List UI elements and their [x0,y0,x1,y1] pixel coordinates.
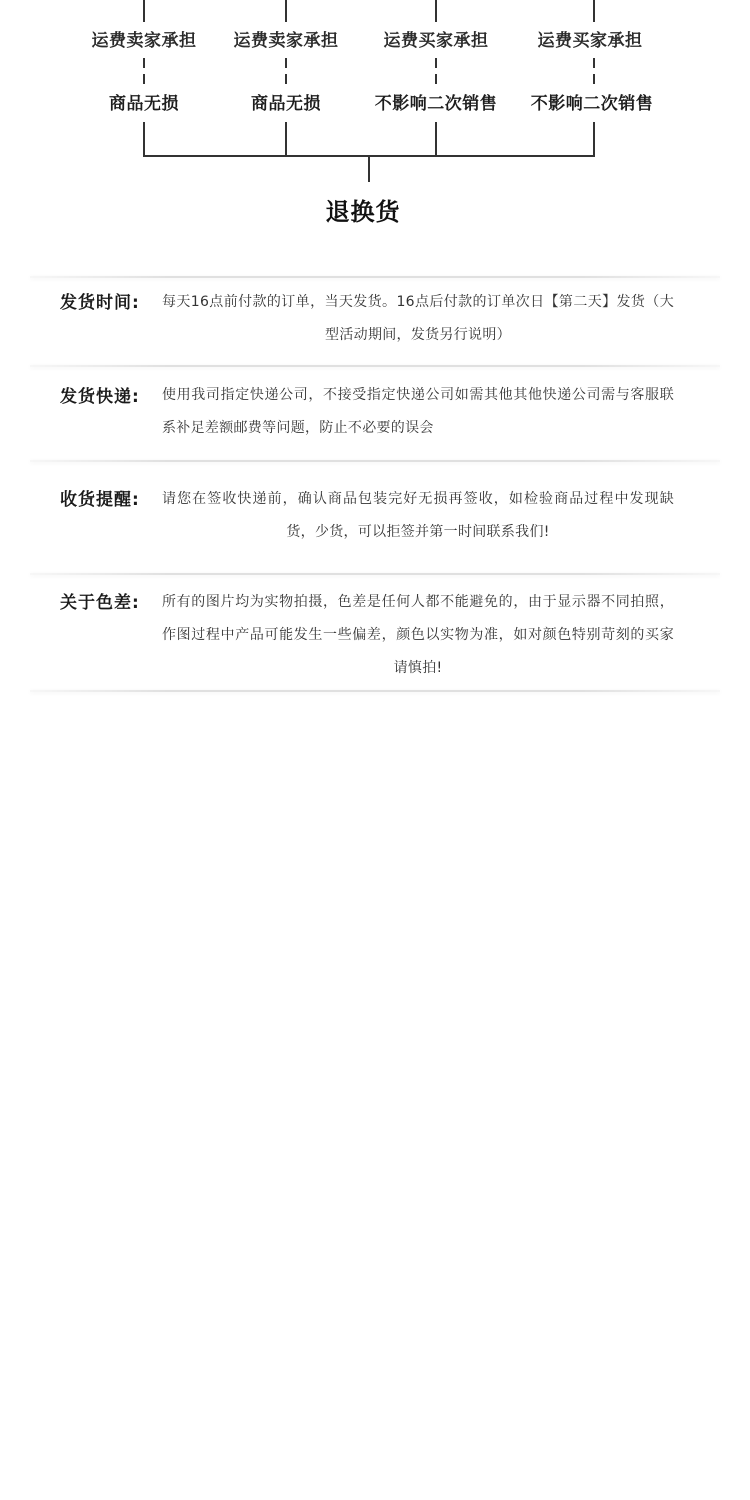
flow-title: 退换货 [325,198,401,226]
separator-5 [30,690,720,692]
condition-label-1: 商品无损 [109,94,179,114]
condition-label-2: 商品无损 [251,94,321,114]
info-text-color-difference: 所有的图片均为实物拍摄，色差是任何人都不能避免的，由于显示器不同拍照，作图过程中产品可能发生一些偏差，颜色以实物为准，如对颜色特别苛刻的买家请慎拍! [162,594,674,676]
info-text-shipping-time: 每天16点前付款的订单，当天发货。16点后付款的订单次日【第二天】发货（大型活动期间，发货另行说明） [162,294,674,343]
fee-label-4: 运费买家承担 [537,31,643,51]
separator-2 [30,365,720,367]
info-label-shipping-time: 发货时间: [60,293,140,313]
separator-1 [30,276,720,278]
fee-label-2: 运费卖家承担 [233,31,339,51]
separator-4 [30,573,720,575]
condition-label-4: 不影响二次销售 [530,94,654,114]
fee-label-1: 运费卖家承担 [91,31,197,51]
info-label-receipt-reminder: 收货提醒: [60,490,140,510]
condition-label-3: 不影响二次销售 [374,94,498,114]
separator-3 [30,460,720,462]
info-text-receipt-reminder: 请您在签收快递前，确认商品包装完好无损再签收，如检验商品过程中发现缺货，少货，可以拒签并第一时间联系我们! [162,491,674,540]
info-label-courier: 发货快递: [60,387,140,407]
info-label-color-difference: 关于色差: [60,593,140,613]
fee-label-3: 运费买家承担 [383,31,489,51]
info-text-courier: 使用我司指定快递公司，不接受指定快递公司如需其他其他快递公司需与客服联系补足差额邮费等问题，防止不必要的误会 [162,387,674,436]
return-exchange-flow-diagram [0,0,750,250]
